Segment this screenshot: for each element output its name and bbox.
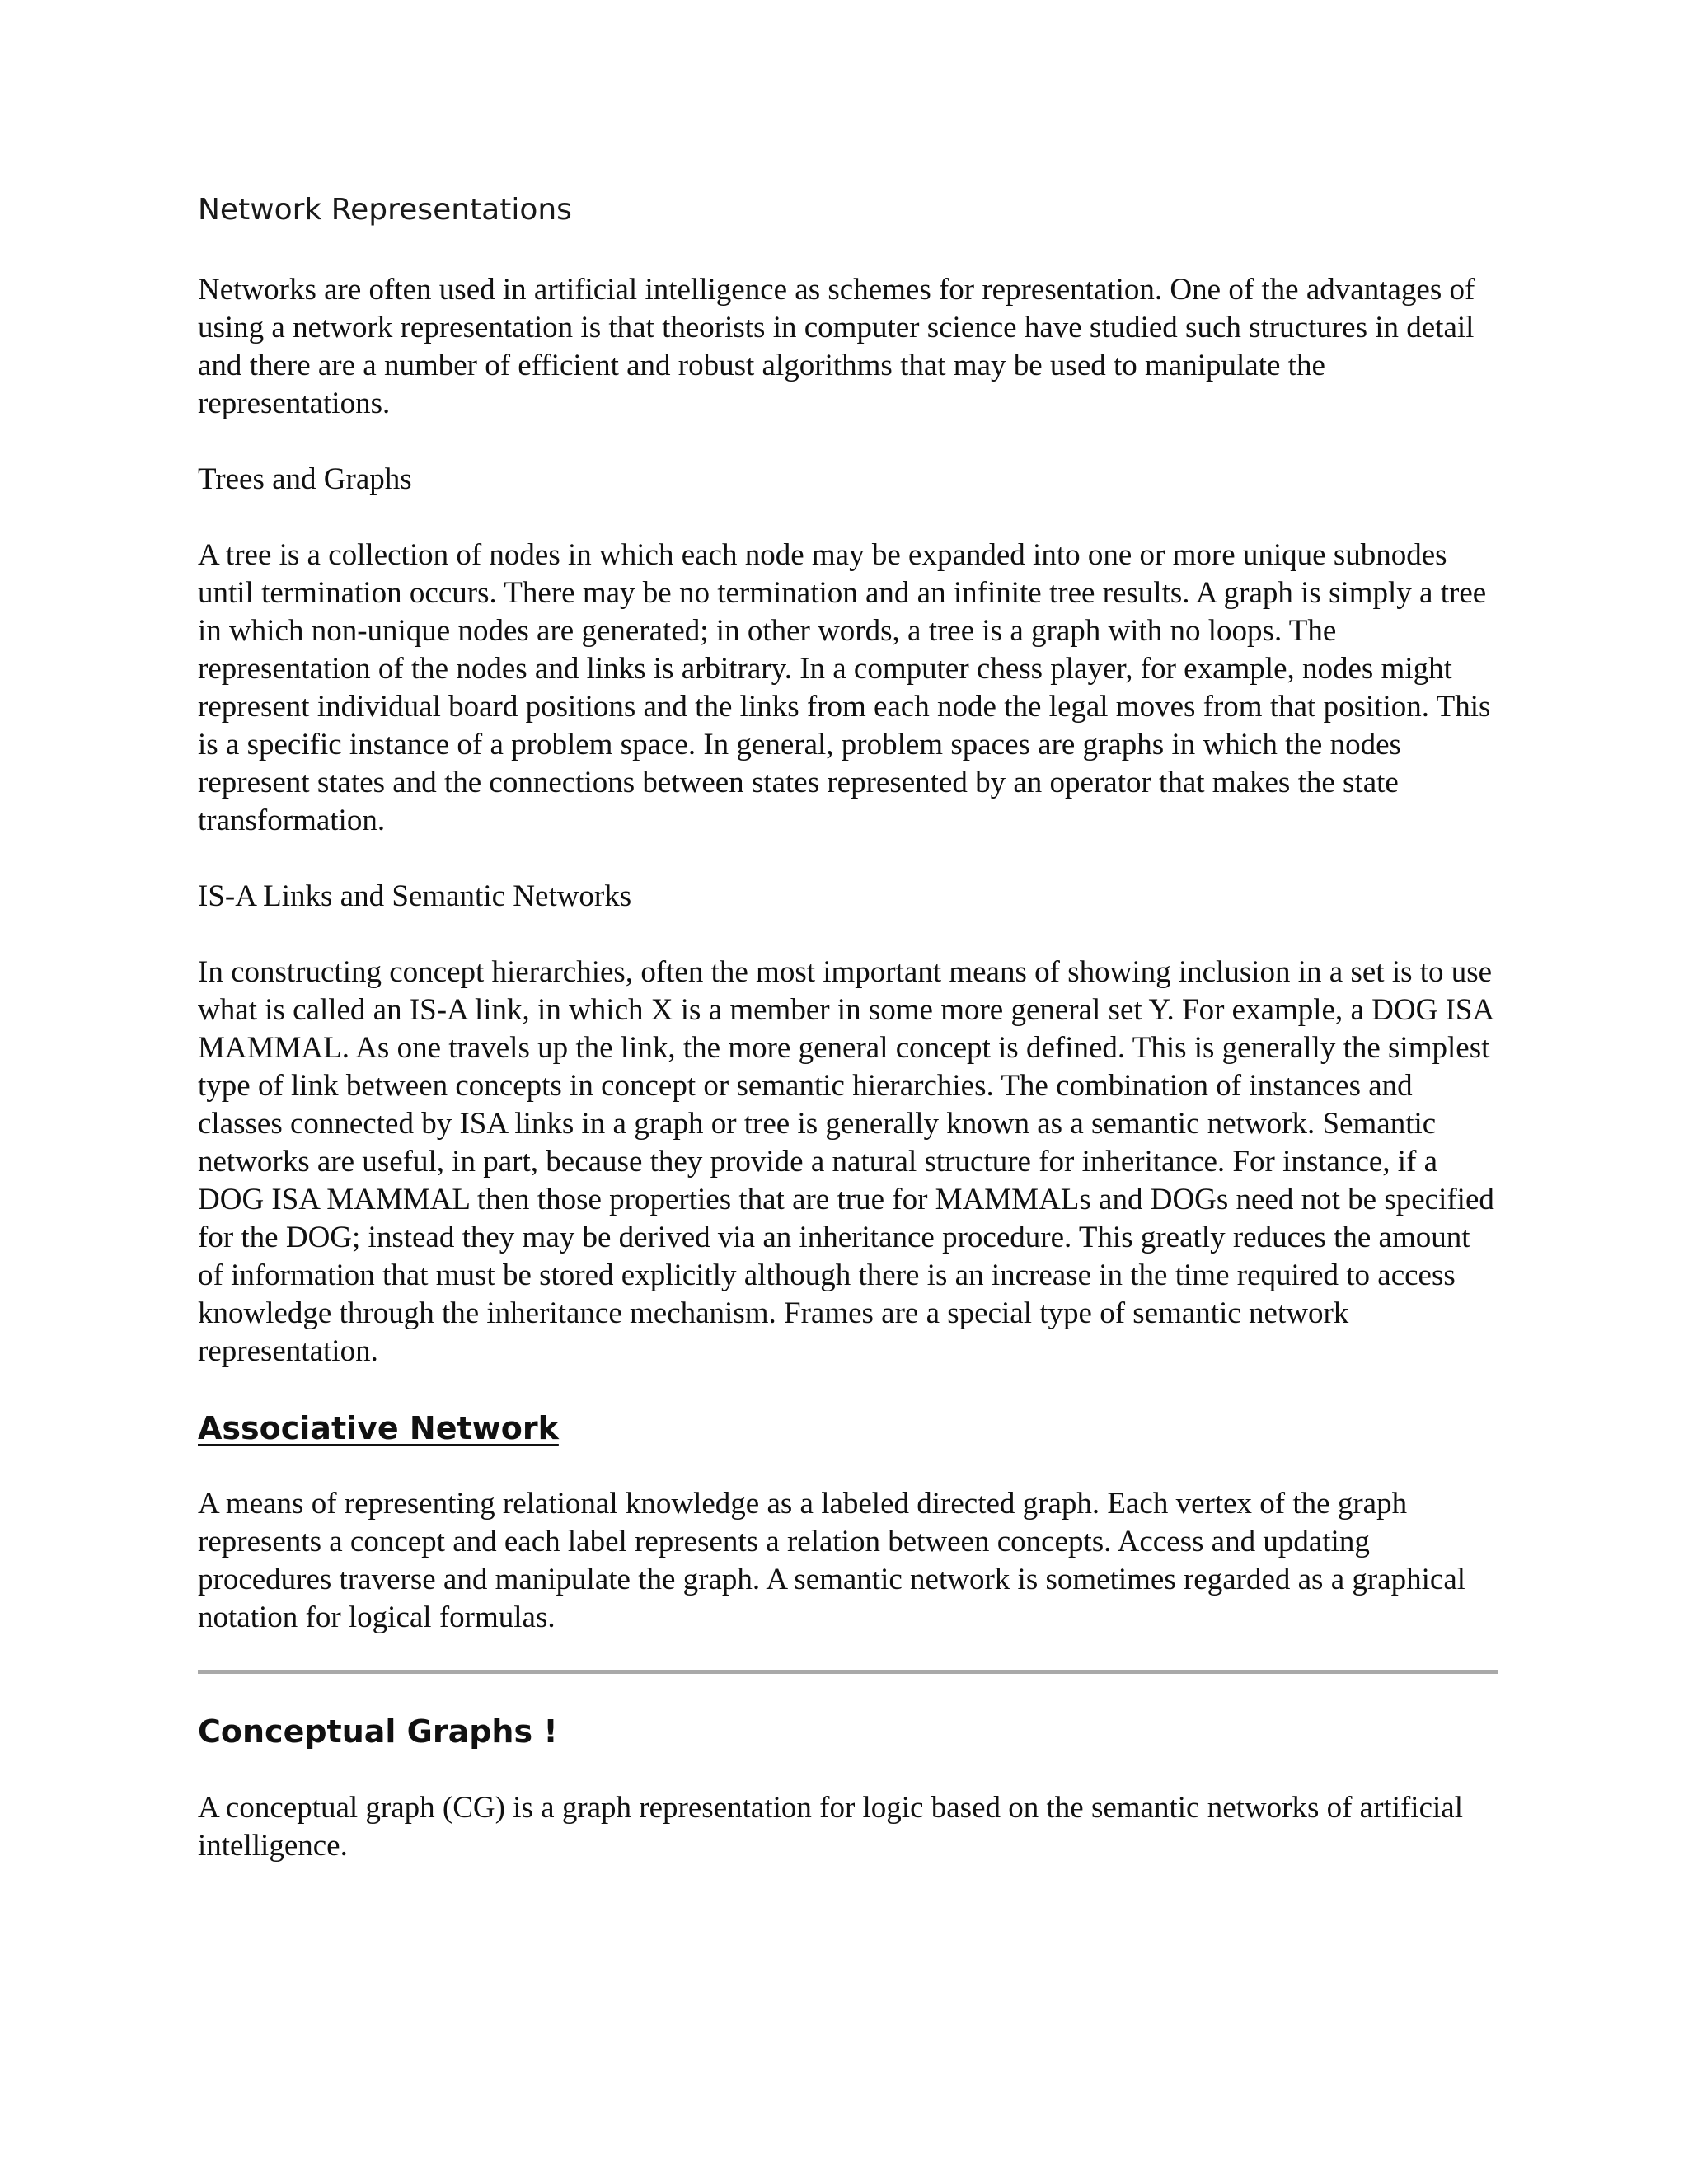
intro-paragraph: Networks are often used in artificial intelligence as schemes for representation. One of the advantages of using a network representation is that theorists in computer science have studied such structures in detail and there are a number of efficient and robust algorithms that may be used to manipulate the representations. xyxy=(198,272,1475,420)
conceptual-graphs-heading: Conceptual Graphs ! xyxy=(198,1713,558,1750)
page-title: Network Representations xyxy=(198,193,572,227)
conceptual-graphs-paragraph: A conceptual graph (CG) is a graph representation for logic based on the semantic networks of artificial intelligence. xyxy=(198,1790,1463,1863)
associative-network-heading: Associative Network xyxy=(198,1409,559,1446)
isa-heading: IS-A Links and Semantic Networks xyxy=(198,879,632,913)
associative-network-paragraph: A means of representing relational knowledge as a labeled directed graph. Each vertex of the graph represents a concept and each label represents a relation between concepts. Access and updating procedures traverse and manipulate the graph. A semantic network is sometimes regarded as a graphical notation for logical formulas. xyxy=(198,1487,1466,1635)
trees-heading: Trees and Graphs xyxy=(198,462,412,496)
trees-paragraph: A tree is a collection of nodes in which each node may be expanded into one or more unique subnodes until termination occurs. There may be no termination and an infinite tree results. A graph is simply a tree in which non-unique nodes are generated; in other words, a tree is a graph with no loops. The representation of the nodes and links is arbitrary. In a computer chess player, for example, nodes might represent individual board positions and the links from each node the legal moves from that position. This is a specific instance of a problem space. In general, problem spaces are graphs in which the nodes represent states and the connections between states represented by an operator that makes the state transformation. xyxy=(198,537,1491,837)
isa-paragraph: In constructing concept hierarchies, often the most important means of showing inclusion in a set is to use what is called an IS-A link, in which X is a member in some more general set Y. For example, a DOG ISA MAMMAL. As one travels up the link, the more general concept is defined. This is generally the simplest type of link between concepts in concept or semantic hierarchies. The combination of instances and classes connected by ISA links in a graph or tree is generally known as a semantic network. Semantic networks are useful, in part, because they provide a natural structure for inheritance. For instance, if a DOG ISA MAMMAL then those properties that are true for MAMMALs and DOGs need not be specified for the DOG; instead they may be derived via an inheritance procedure. This greatly reduces the amount of information that must be stored explicitly although there is an increase in the time required to access knowledge through the inheritance mechanism. Frames are a special type of semantic network representation. xyxy=(198,954,1494,1368)
section-divider xyxy=(198,1670,1498,1674)
document-page xyxy=(198,191,1498,1903)
